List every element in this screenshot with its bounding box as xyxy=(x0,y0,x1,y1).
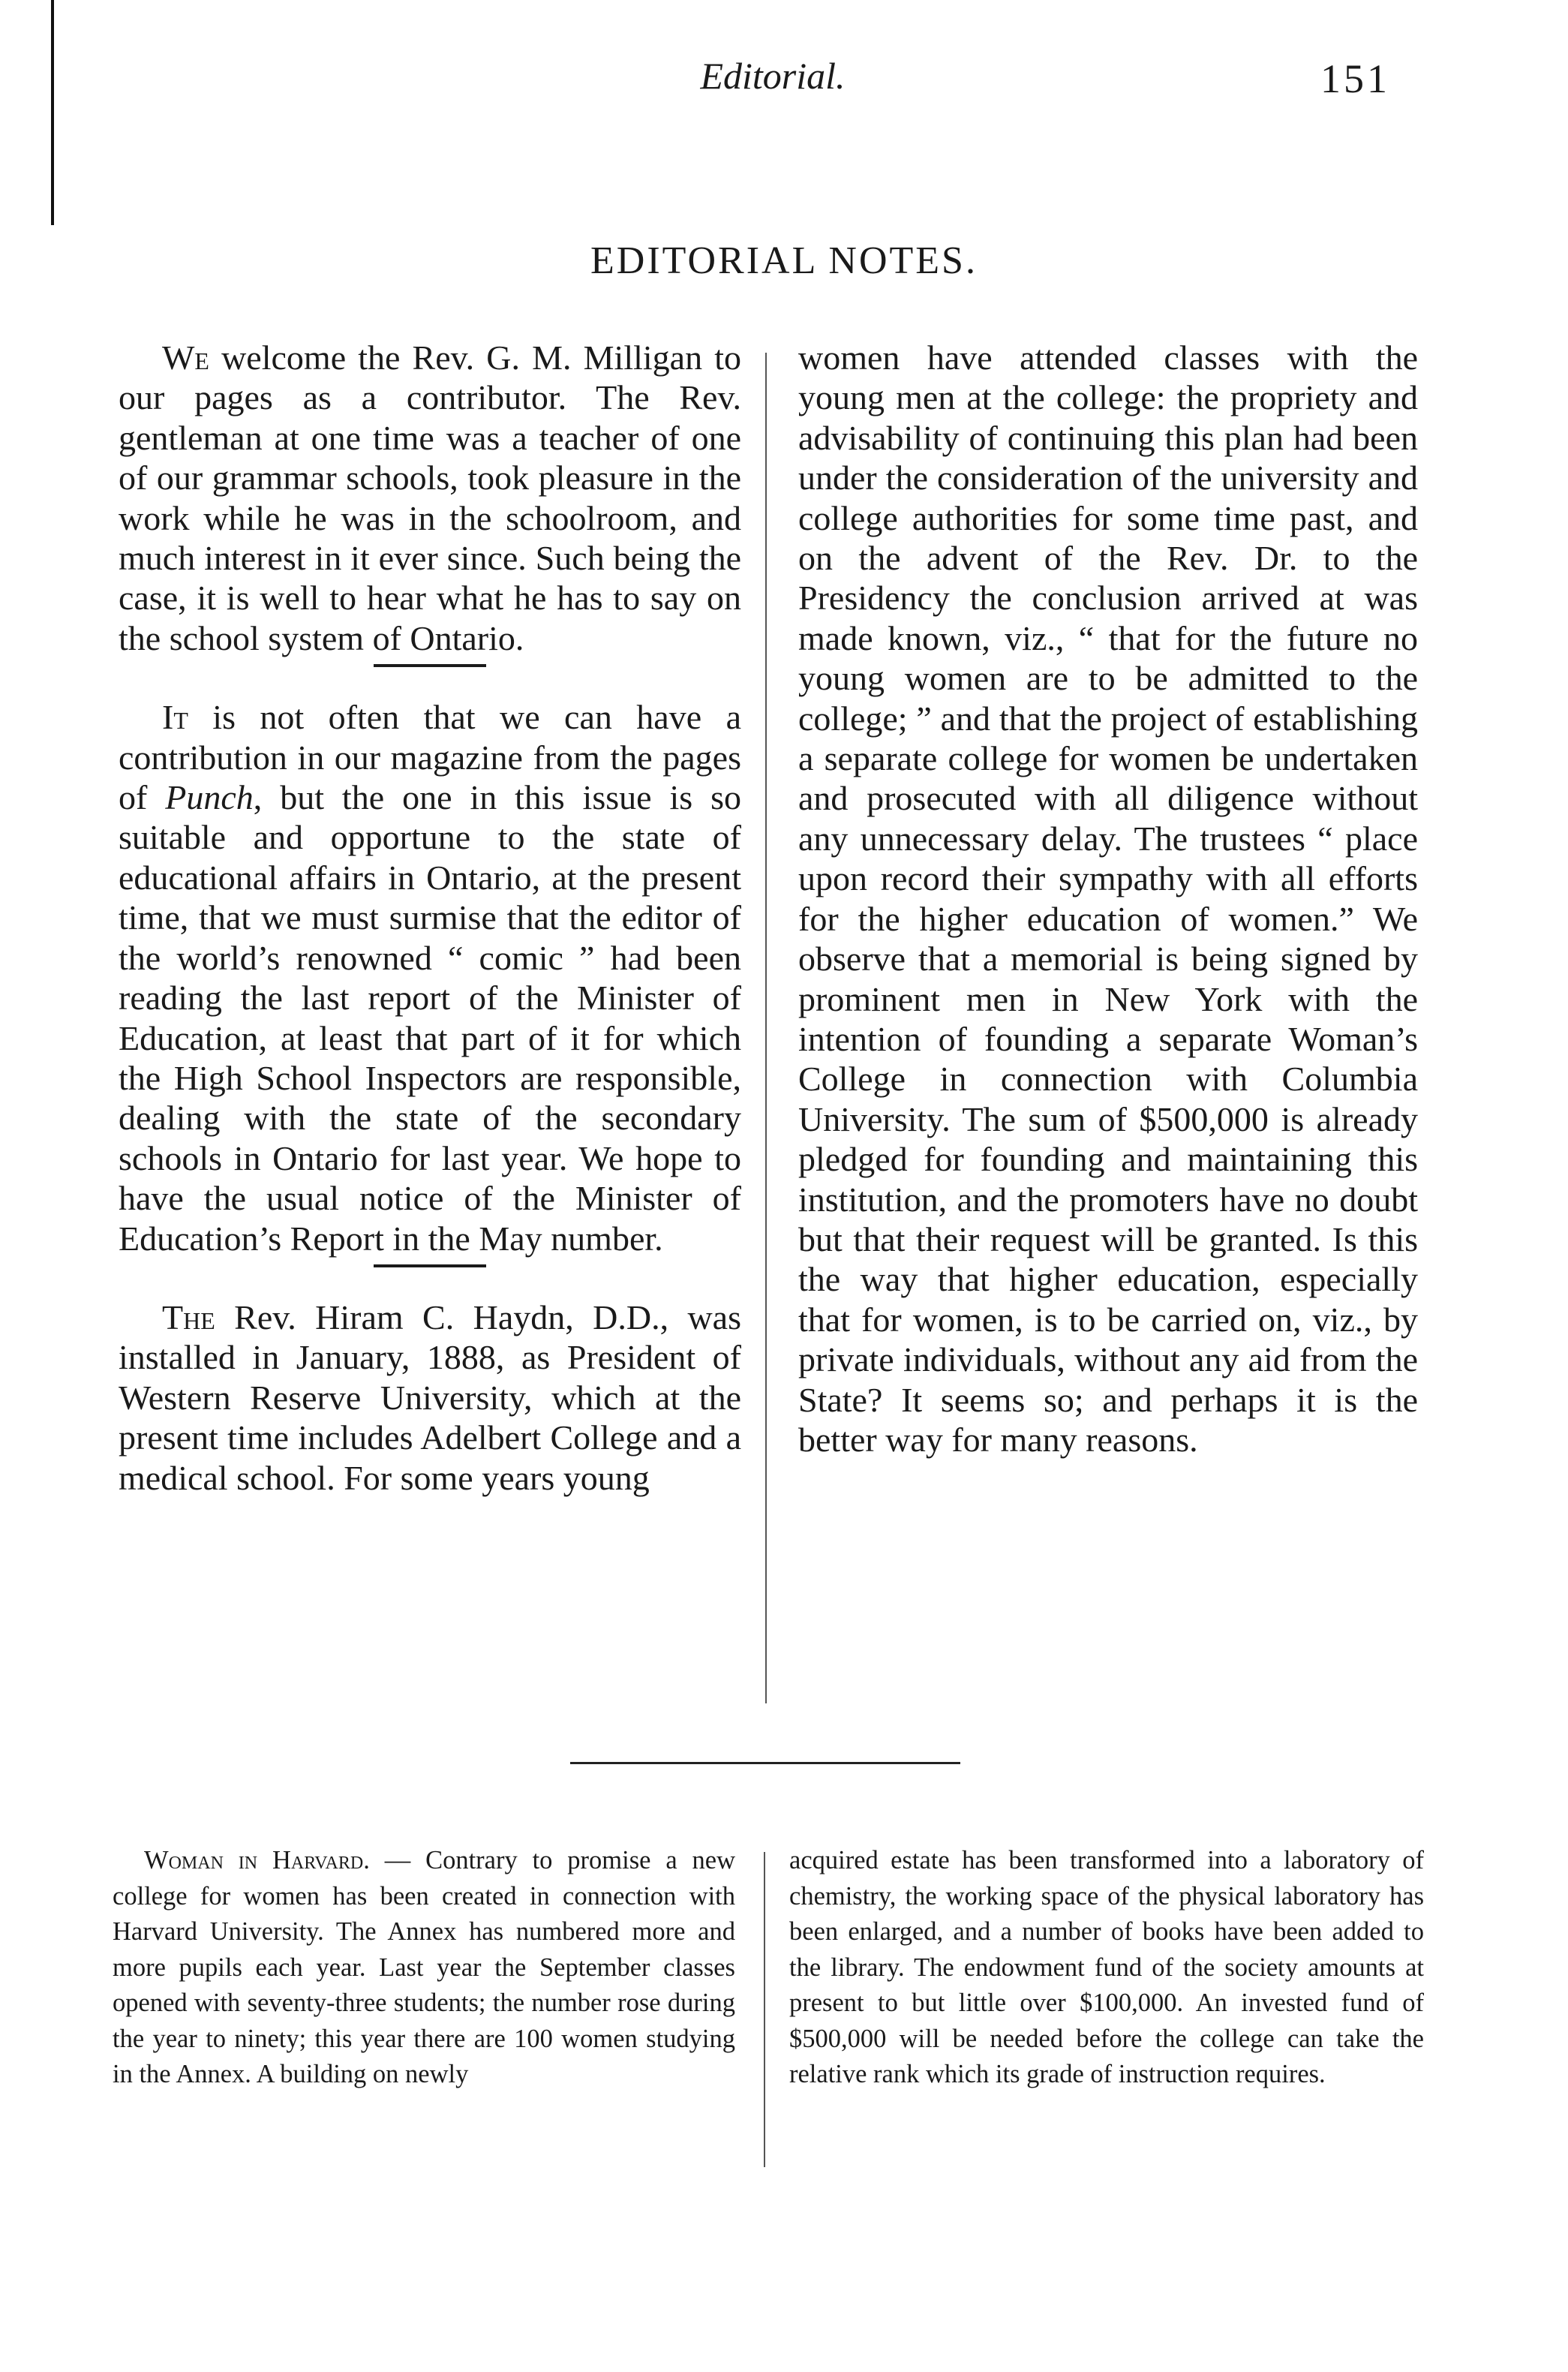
separator-rule xyxy=(374,664,486,667)
note-punch xyxy=(119,697,741,1258)
harvard-note-left xyxy=(113,1843,735,2093)
harvard-note-continued: acquired estate has been transformed into a laboratory of chemistry, the working space of the physical laboratory has been enlarged, and a number of books have been added to the library. The endowment fund of the society amounts at present to but little over $100,000. An invested fund of $500,000 will be needed before the college can take the relative rank which its grade of instruction requires. xyxy=(789,1846,1424,2088)
note-punch-lead: It xyxy=(162,698,188,737)
harvard-note xyxy=(113,1843,735,2093)
note-milligan-text: welcome the Rev. G. M. Milligan to our pages as a contributor. The Rev. gentleman at one time was a teacher of one of our grammar schools, took pleasure in the work while he was in the schoolroom, and much interest in it ever since. Such being the case, it is well to hear what he has to say on the school system of Ontario. xyxy=(119,338,741,657)
separator-rule xyxy=(374,1264,486,1267)
section-title: EDITORIAL NOTES. xyxy=(590,239,978,282)
column-divider xyxy=(765,353,767,1703)
note-haydn xyxy=(119,1297,741,1498)
running-title: Editorial. xyxy=(700,55,846,97)
note-haydn-lead: The xyxy=(162,1297,215,1336)
right-column xyxy=(798,338,1418,1460)
running-head xyxy=(0,54,1568,114)
column-divider xyxy=(764,1852,765,2167)
punch-title: Punch xyxy=(165,778,254,817)
page-number: 151 xyxy=(1320,56,1390,101)
section-divider-rule xyxy=(570,1762,960,1764)
note-haydn-continued: women have attended classes with the young men at the college: the propriety and advisability of continuing this plan had been under the consideration of the university and college authorities for some time past, and on the advent of the Rev. Dr. to the Presidency the conclusion arrived at was made known, viz., “ that for the future no young women are to be admitted to the college; ” and that the project of establishing a separate college for women be undertaken and prosecuted with all diligence without any unnecessary delay. The trustees “ place upon record their sympathy with all efforts for the higher education of women.” We observe that a memorial is being signed by prominent men in New York with the intention of founding a separate Woman’s College in connection with Columbia University. The sum of $500,000 is already pledged for founding and maintaining this institution, and the promoters have no doubt but that their request will be granted. Is this the way that higher education, especially that for women, is to be carried on, viz., by private individuals, without any aid from the State? It seems so; and perhaps it is the better way for many reasons. xyxy=(798,338,1418,1459)
note-punch-text: is not often that we can have a contribution in our magazine from the pages of xyxy=(119,698,741,817)
harvard-note-text: — Contrary to promise a new college for women has been created in connection with Harvard University. The Annex has numbered more and more pupils each year. Last year the September classes opened with seventy-three students; the number rose during the year to ninety; this year there are 100 women studying in the Annex. A building on newly xyxy=(113,1846,735,2088)
note-haydn-text: Rev. Hiram C. Haydn, D.D., was installed in January, 1888, as President of Western Reserve University, which at the present time includes Adelbert College and a medical school. For some years young xyxy=(119,1297,741,1497)
harvard-note-lead: Woman in Harvard. xyxy=(144,1846,370,1874)
note-milligan-lead: We xyxy=(162,338,209,377)
note-milligan xyxy=(119,338,741,658)
note-punch-text-2: , but the one in this issue is so suitable and opportune to the state of educational affairs in Ontario, at the present time, that we must surmise that the editor of the world’s renowned “ comic ” had been reading the last report of the Minister of Education, at least that part of it for which the High School Inspectors are responsible, dealing with the state of the secondary schools in Ontario for last year. We hope to have the usual notice of the Minister of Education’s Report in the May number. xyxy=(119,778,741,1258)
harvard-note-right xyxy=(789,1843,1424,2093)
left-column xyxy=(119,338,741,1498)
